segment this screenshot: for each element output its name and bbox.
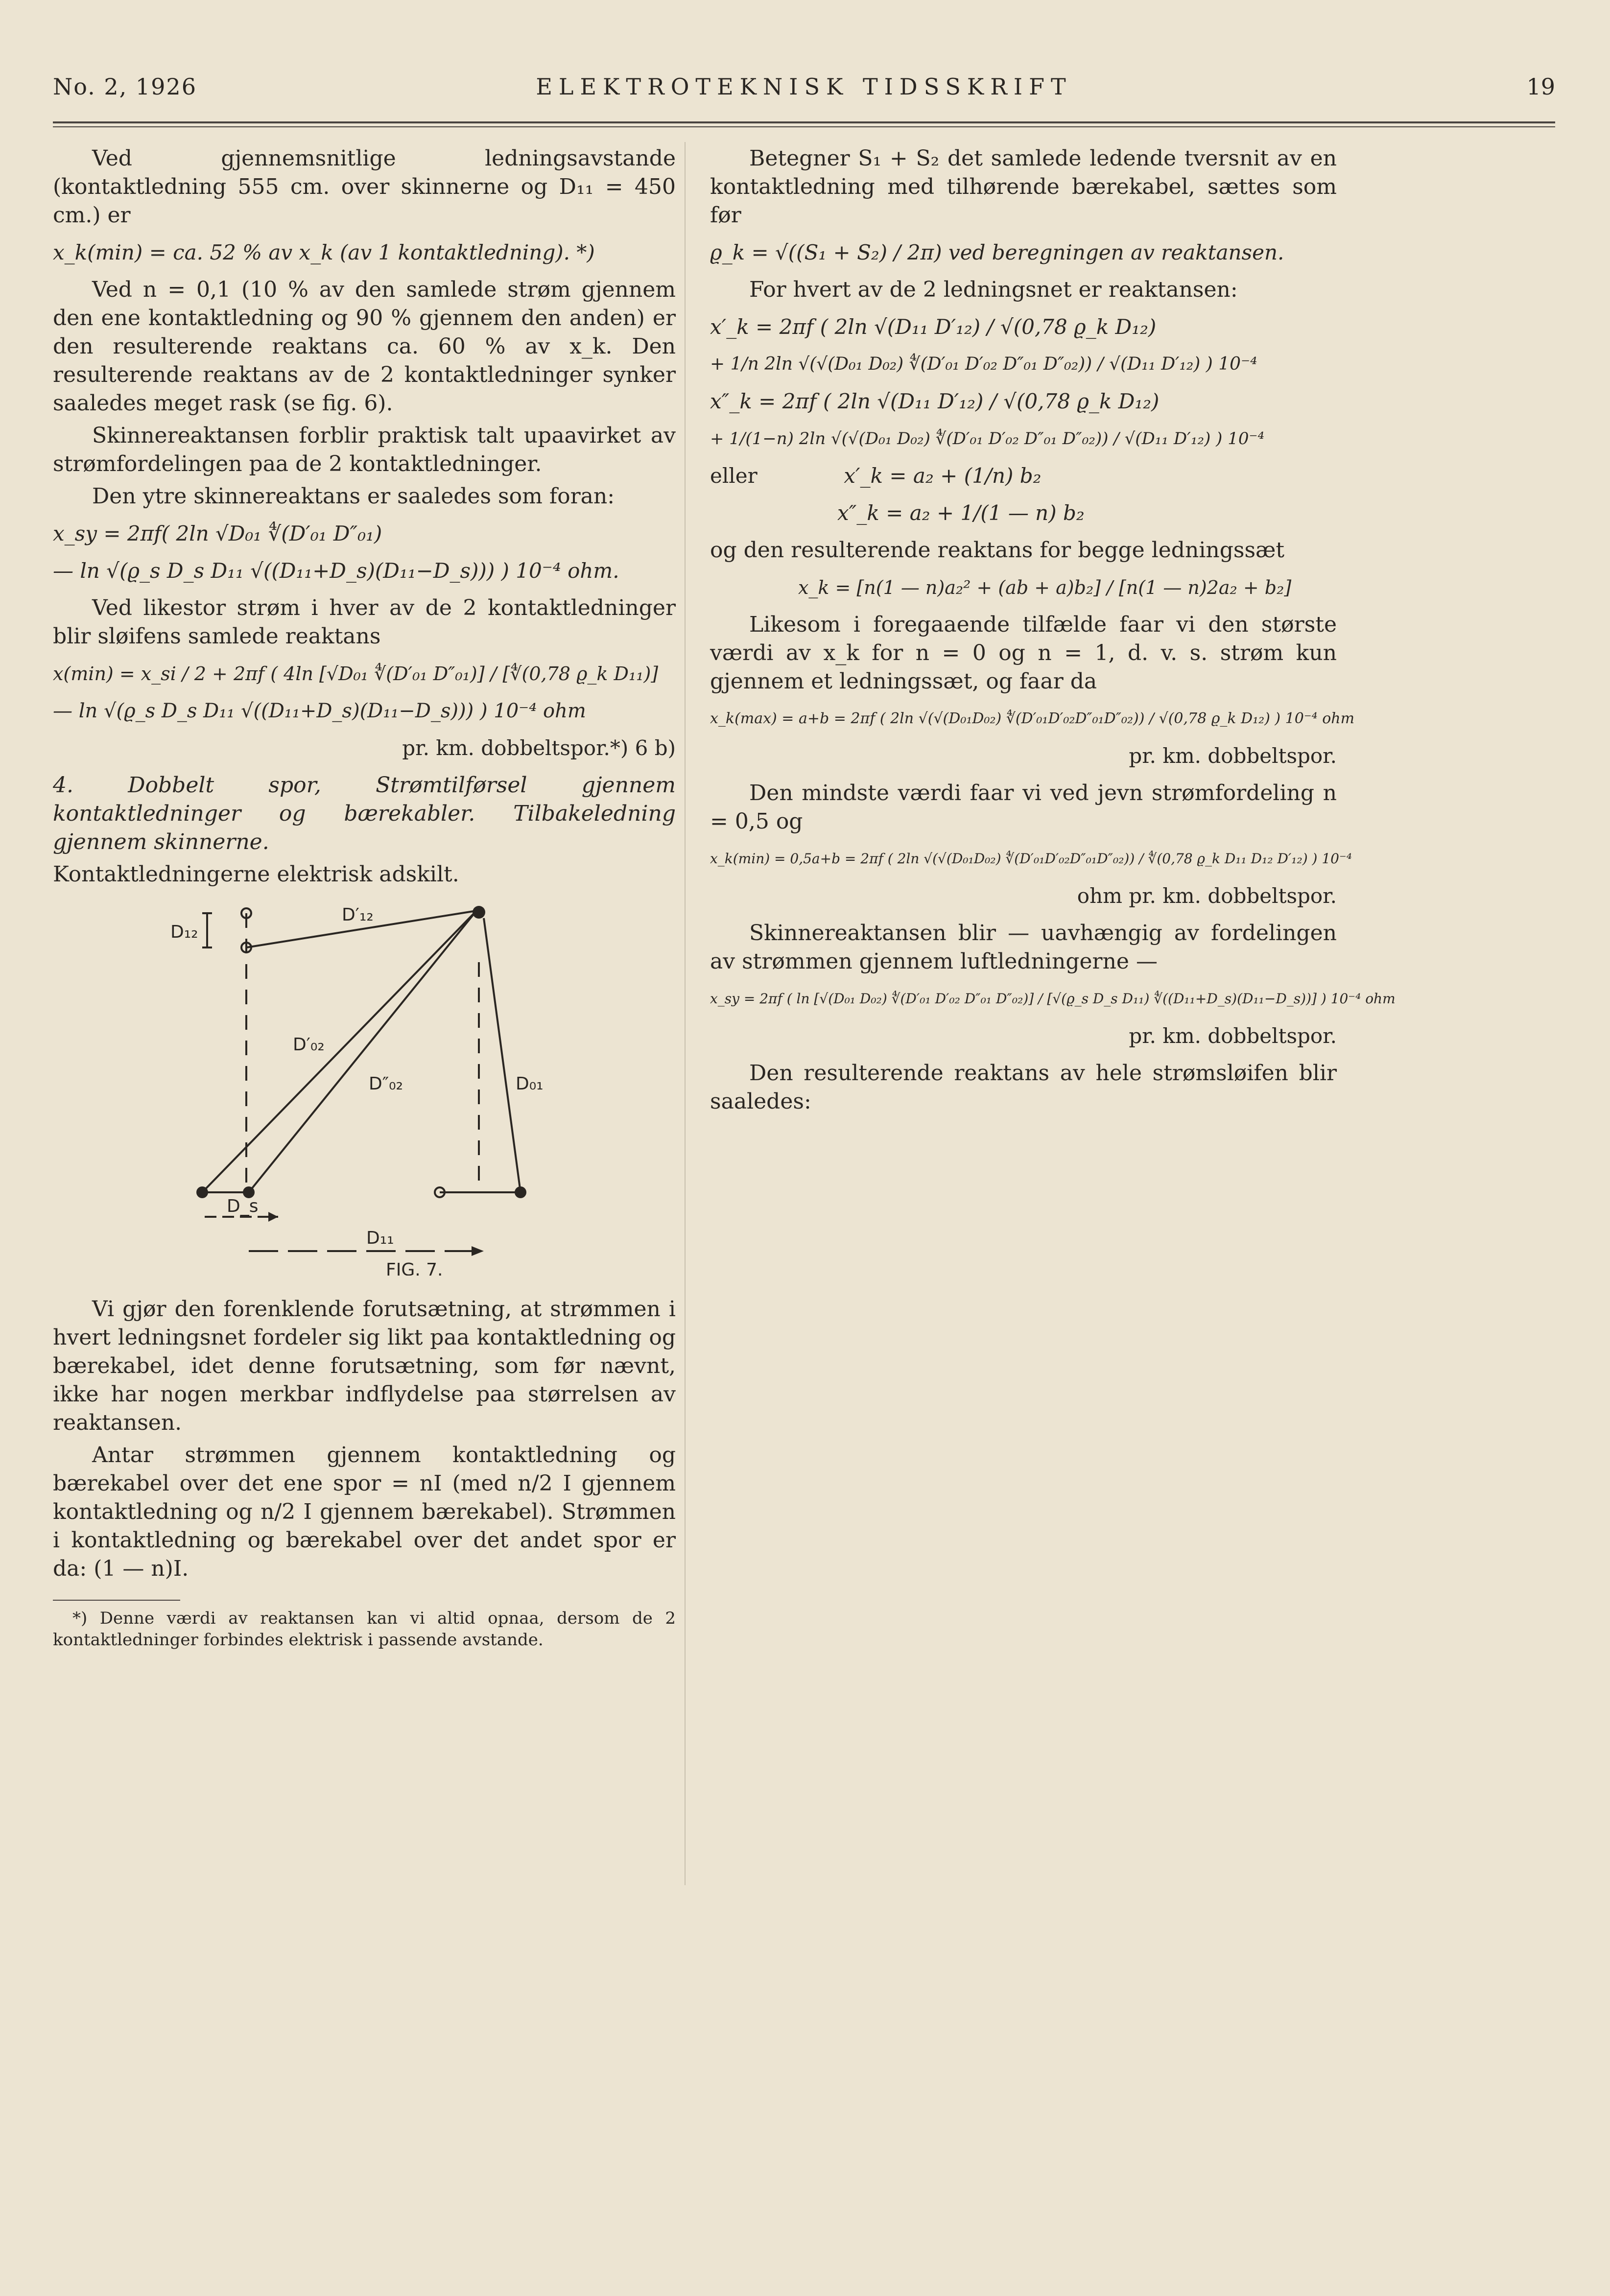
d01-line — [484, 918, 521, 1192]
equation: x_k = [n(1 — n)a₂² + (ab + a)b₂] / [n(1 — n)2a₂ + b₂] — [798, 577, 1292, 598]
figure-7 — [53, 903, 676, 1276]
label-d01: D₀₁ — [516, 1074, 544, 1094]
paragraph: Likesom i foregaaende tilfælde faar vi den største værdi av x_k for n = 0 og n = 1, d. v. s. strøm kun gjennem et ledningssæt, og faar da — [710, 612, 1337, 694]
equation-tail: pr. km. dobbeltspor.*) 6 b) — [402, 736, 676, 760]
label-d11: D₁₁ — [366, 1228, 394, 1248]
running-head — [53, 73, 1555, 108]
label-d-prime-12: D′₁₂ — [342, 905, 374, 925]
paragraph: Ved likestor strøm i hver av de 2 kontaktledninger blir sløifens samlede reaktans — [53, 595, 676, 649]
footnote: *) Denne værdi av reaktansen kan vi altid opnaa, dersom de 2 kontaktledninger forbindes elektrisk i passende avstande. — [53, 1609, 676, 1650]
label-d-double-prime-02: D″₀₂ — [369, 1074, 403, 1094]
paragraph: Den ytre skinnereaktans er saaledes som foran: — [92, 484, 615, 509]
equation-row — [710, 462, 1337, 490]
equation-tail: pr. km. dobbeltspor. — [1129, 1024, 1337, 1048]
paragraph: For hvert av de 2 ledningsnet er reaktansen: — [749, 277, 1238, 302]
rail-node — [515, 1186, 526, 1198]
paragraph: Skinnereaktansen blir — uavhængig av fordelingen av strømmen gjennem luftledningerne — — [710, 921, 1337, 974]
rail-node — [196, 1186, 208, 1198]
paragraph: Skinnereaktansen forblir praktisk talt upaavirket av strømfordelingen paa de 2 kontaktledninger. — [53, 423, 676, 476]
equation: ϱ_k = √((S₁ + S₂) / 2π) ved beregningen av reaktansen. — [710, 240, 1284, 264]
issue-number: No. 2, 1926 — [53, 73, 197, 100]
paragraph: Vi gjør den forenklende forutsætning, at strømmen i hvert ledningsnet fordeler sig likt paa kontaktledning og bærekabel, idet denne forutsætning, som før nævnt, ikke har nogen merkbar indflydelse paa størrelsen av reaktansen. — [53, 1297, 676, 1435]
label-ds: D_s — [227, 1196, 259, 1216]
equation: x(min) = x_si / 2 + 2πf ( 4ln [√D₀₁ ∜(D′₀₁ D″₀₁)] / [∜(0,78 ϱ_k D₁₁)] — [53, 663, 659, 685]
equation: + 1/(1−n) 2ln √(√(D₀₁ D₀₂) ∜(D′₀₁ D′₀₂ D″₀₁ D″₀₂)) / √(D₁₁ D′₁₂) ) 10⁻⁴ — [710, 429, 1265, 449]
paragraph: Den resulterende reaktans av hele strømsløifen blir saaledes: — [710, 1061, 1337, 1114]
label-d-prime-02: D′₀₂ — [293, 1035, 325, 1055]
equation: x′_k = 2πf ( 2ln √(D₁₁ D′₁₂) / √(0,78 ϱ_k D₁₂) — [710, 315, 1157, 339]
equation: x_k(min) = 0,5a+b = 2πf ( 2ln √(√(D₀₁D₀₂) ∜(D′₀₁D′₀₂D″₀₁D″₀₂)) / ∜(0,78 ϱ_k D₁₁ D₁₂ D′₁₂) ) 10⁻⁴ — [710, 851, 1352, 867]
paragraph: Kontaktledningerne elektrisk adskilt. — [53, 862, 459, 887]
journal-title: ELEKTROTEKNISK TIDSSKRIFT — [536, 73, 1072, 100]
header-rule-thick — [53, 121, 1555, 123]
equation: + 1/n 2ln √(√(D₀₁ D₀₂) ∜(D′₀₁ D′₀₂ D″₀₁ D″₀₂)) / √(D₁₁ D′₁₂) ) 10⁻⁴ — [710, 354, 1257, 374]
paragraph: Antar strømmen gjennem kontaktledning og bærekabel over det ene spor = nI (med n/2 I gjennem kontaktledning og n/2 I gjennem bærekabel). Strømmen i kontaktledning og bærekabel over det andet spor er da: (1 — n)I. — [53, 1443, 676, 1581]
equation: x_sy = 2πf( 2ln √D₀₁ ∜(D′₀₁ D″₀₁) — [53, 521, 382, 545]
equation: x″_k = 2πf ( 2ln √(D₁₁ D′₁₂) / √(0,78 ϱ_k D₁₂) — [710, 389, 1160, 413]
equation: x_k(max) = a+b = 2πf ( 2ln √(√(D₀₁D₀₂) ∜(D′₀₁D′₀₂D″₀₁D″₀₂)) / √(0,78 ϱ_k D₁₂) ) 10⁻⁴ ohm — [710, 710, 1355, 727]
left-column — [53, 144, 676, 1651]
right-column — [710, 144, 1396, 1120]
equation-tail: pr. km. dobbeltspor. — [1129, 744, 1337, 768]
paragraph: Den mindste værdi faar vi ved jevn strømfordeling n = 0,5 og — [710, 781, 1337, 834]
figure-caption: FIG. 7. — [386, 1260, 443, 1276]
conductor-node — [473, 906, 485, 919]
footnote-rule — [53, 1600, 180, 1601]
eller-label: eller — [710, 464, 758, 488]
equation-tail: ohm pr. km. dobbeltspor. — [1077, 884, 1337, 908]
d-prime-02-line — [202, 911, 476, 1192]
equation: x_k(min) = ca. 52 % av x_k (av 1 kontaktledning). *) — [53, 240, 595, 264]
equation: x′_k = a₂ + (1/n) b₂ — [844, 464, 1042, 488]
section-heading: 4. Dobbelt spor, Strømtilførsel gjennem kontaktledninger og bærekabler. Tilbakeledning gjennem skinnerne. — [53, 773, 676, 854]
header-rule-thin — [53, 126, 1555, 127]
column-divider — [685, 142, 686, 1885]
d-double-prime-02-line — [249, 911, 476, 1192]
figure-7-drawing — [53, 903, 676, 1276]
paragraph: Ved n = 0,1 (10 % av den samlede strøm gjennem den ene kontaktledning og 90 % gjennem den anden) er den resulterende reaktans ca. 60 % av x_k. Den resulterende reaktans av de 2 kontaktledninger synker saaledes meget rask (se fig. 6). — [53, 277, 676, 416]
equation: — ln √(ϱ_s D_s D₁₁ √((D₁₁+D_s)(D₁₁−D_s))) ) 10⁻⁴ ohm — [53, 700, 586, 722]
paragraph: og den resulterende reaktans for begge ledningssæt — [710, 538, 1285, 563]
page-number: 19 — [1526, 73, 1555, 100]
label-d12: D₁₂ — [170, 922, 198, 942]
paragraph: Betegner S₁ + S₂ det samlede ledende tversnit av en kontaktledning med tilhørende bærekabel, sættes som før — [710, 146, 1337, 228]
equation: x_sy = 2πf ( ln [√(D₀₁ D₀₂) ∜(D′₀₁ D′₀₂ D″₀₁ D″₀₂)] / [√(ϱ_s D_s D₁₁) ∜((D₁₁+D_s)(D₁₁−D_s))] ) 10⁻⁴ ohm — [710, 991, 1396, 1007]
paragraph: Ved gjennemsnitlige ledningsavstande (kontaktledning 555 cm. over skinnerne og D₁₁ = 450 cm.) er — [53, 146, 676, 228]
equation: x″_k = a₂ + 1/(1 — n) b₂ — [837, 501, 1085, 525]
equation: — ln √(ϱ_s D_s D₁₁ √((D₁₁+D_s)(D₁₁−D_s))) ) 10⁻⁴ ohm. — [53, 559, 619, 583]
